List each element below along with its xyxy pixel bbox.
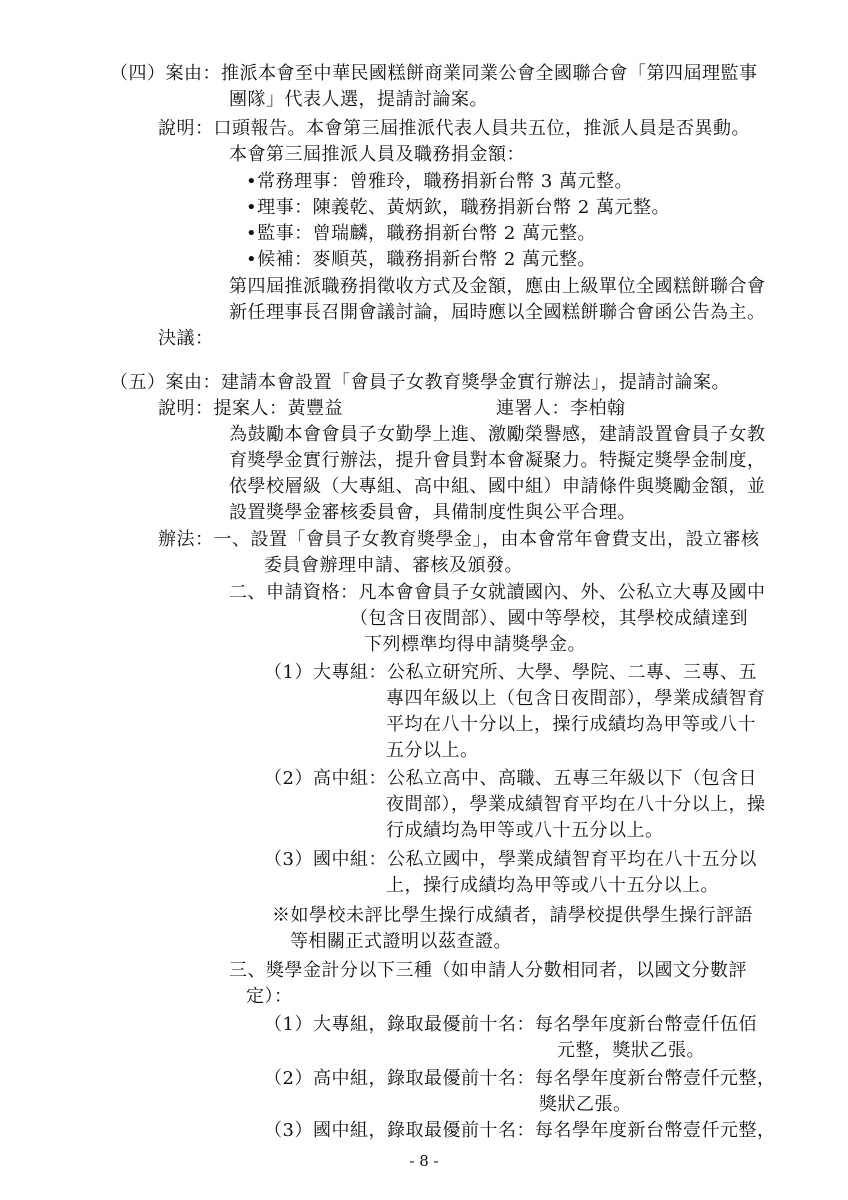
college-criteria-cont: 五分以上。 <box>386 740 479 761</box>
page-number: - 8 - <box>409 1152 439 1170</box>
item4-heading: （四）案由：推派本會至中華民國糕餅商業同業公會全國聯合會「第四屆理監事 <box>110 63 758 84</box>
method-2-cont: （包含日夜間部）、國中等學校，其學校成績達到 <box>350 608 748 629</box>
item4-resolution: 決議： <box>158 328 214 349</box>
item5-proposer: 說明：提案人：黃豐益 <box>158 398 343 419</box>
method-3-cont: 定）： <box>246 986 293 1007</box>
item5-paragraph: 設置獎學金審核委員會，具備制度性與公平合理。 <box>229 502 636 523</box>
high-school-criteria-cont: 夜間部），學業成績智育平均在八十分以上，操 <box>386 794 766 815</box>
roster-item: •監事：曾瑞麟，職務捐新台幣 2 萬元整。 <box>246 223 597 244</box>
method-2: 二、申請資格：凡本會會員子女就讀國內、外、公私立大專及國中 <box>229 582 766 603</box>
method-2-cont: 下列標準均得申請獎學金。 <box>364 634 586 655</box>
award-high-school: （2）高中組，錄取最優前十名：每名學年度新台幣壹仟元整， <box>264 1068 776 1089</box>
item4-heading-cont: 團隊」代表人選，提請討論案。 <box>229 89 488 110</box>
award-college-cont: 元整，獎狀乙張。 <box>557 1040 705 1061</box>
item5-paragraph: 為鼓勵本會會員子女勤學上進、激勵榮譽感，建請設置會員子女教 <box>229 424 766 445</box>
item4-explanation: 說明：口頭報告。本會第三屆推派代表人員共五位，推派人員是否異動。 <box>158 118 750 139</box>
item4-note-cont: 新任理事長召開會議討論，屆時應以全國糕餅聯合會函公告為主。 <box>229 302 766 323</box>
junior-high-criteria: （3）國中組：公私立國中，學業成績智育平均在八十五分以 <box>264 849 757 870</box>
award-junior-high: （3）國中組，錄取最優前十名：每名學年度新台幣壹仟元整， <box>264 1120 776 1141</box>
high-school-criteria-cont: 行成績均為甲等或八十五分以上。 <box>386 820 664 841</box>
item5-heading: （五）案由：建請本會設置「會員子女教育獎學金實行辦法」，提請討論案。 <box>110 372 730 393</box>
item5-paragraph: 育獎學金實行辦法，提升會員對本會凝聚力。特擬定獎學金制度， <box>229 450 766 471</box>
item5-paragraph: 依學校層級（大專組、高中組、國中組）申請條件與獎勵金額，並 <box>229 476 766 497</box>
item4-note: 第四屆推派職務捐徵收方式及金額，應由上級單位全國糕餅聯合會 <box>229 276 766 297</box>
method-1-cont: 委員會辦理申請、審核及頒發。 <box>264 555 523 576</box>
item4-explanation-cont: 本會第三屆推派人員及職務捐金額： <box>229 144 525 165</box>
award-college: （1）大專組，錄取最優前十名：每名學年度新台幣壹仟伍佰 <box>264 1014 757 1035</box>
roster-item: •常務理事：曾雅玲，職務捐新台幣 3 萬元整。 <box>246 171 634 192</box>
roster-item: •候補：麥順英，職務捐新台幣 2 萬元整。 <box>246 249 597 270</box>
method-1: 辦法：一、設置「會員子女教育獎學金」，由本會常年會費支出，設立審核 <box>158 529 760 550</box>
method-3: 三、獎學金計分以下三種（如申請人分數相同者，以國文分數評 <box>229 960 747 981</box>
college-criteria-cont: 專四年級以上（包含日夜間部），學業成績智育 <box>386 688 766 709</box>
junior-high-criteria-cont: 上，操行成績均為甲等或八十五分以上。 <box>386 875 719 896</box>
college-criteria: （1）大專組：公私立研究所、大學、學院、二專、三專、五 <box>264 662 757 683</box>
award-high-school-cont: 獎狀乙張。 <box>539 1094 632 1115</box>
item5-cosigner: 連署人：李柏翰 <box>496 398 626 419</box>
high-school-criteria: （2）高中組：公私立高中、高職、五專三年級以下（包含日 <box>264 768 757 789</box>
college-criteria-cont: 平均在八十分以上，操行成績均為甲等或八十 <box>386 714 756 735</box>
remark: ※如學校未評比學生操行成績者，請學校提供學生操行評語 <box>272 905 753 926</box>
roster-item: •理事：陳義乾、黃炳欽，職務捐新台幣 2 萬元整。 <box>246 197 671 218</box>
remark-cont: 等相關正式證明以茲查證。 <box>290 931 512 952</box>
